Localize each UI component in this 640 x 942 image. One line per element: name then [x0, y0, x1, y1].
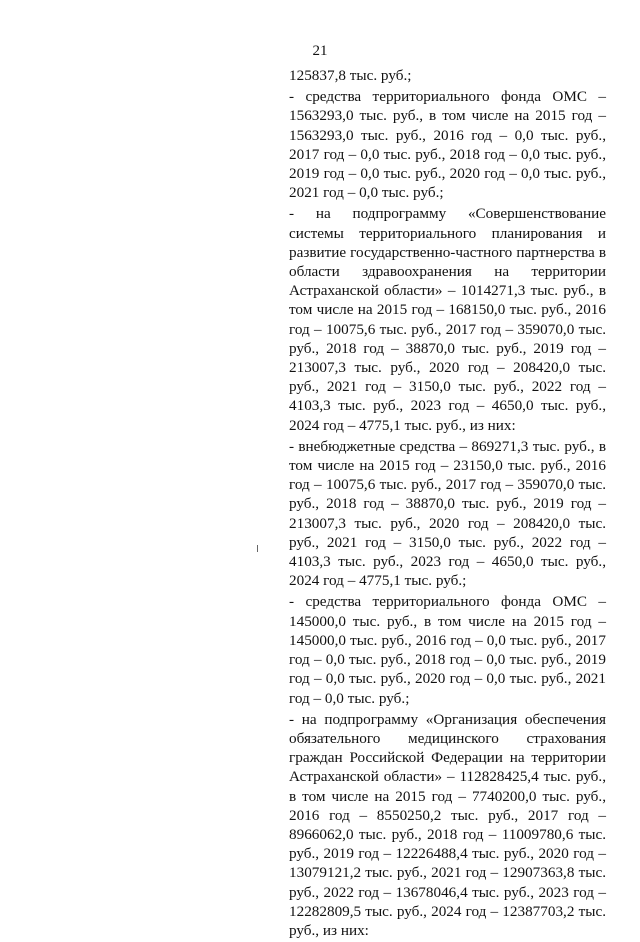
paragraph-extrabudgetary-funds: - внебюджетные средства – 869271,3 тыс. руб., в том числе на 2015 год – 23150,0 тыс. руб., 2016 год – 10075,6 тыс. руб., 2017 год – 359070,0 тыс. руб., 2018 год – 38870,0 тыс. руб., 2019 год – 213007,3 тыс. руб., 2020 год – 208420,0 тыс. руб., 2021 год – 3150,0 тыс. руб., 2022 год – 4103,3 тыс. руб., 2023 год – 4650,0 тыс. руб., 2024 год – 4775,1 тыс. руб.;	[289, 437, 606, 590]
scan-artifact-mark	[257, 545, 258, 552]
paragraph-subprogram-planning: - на подпрограмму «Совершенствование системы территориального планирования и развитие государственно-частного партнерства в области здравоохранения на территории Астраханской области» – 1014271,3 тыс. руб., в том числе на 2015 год – 168150,0 тыс. руб., 2016 год – 10075,6 тыс. руб., 2017 год – 359070,0 тыс. руб., 2018 год – 38870,0 тыс. руб., 2019 год – 213007,3 тыс. руб., 2020 год – 208420,0 тыс. руб., 2021 год – 3150,0 тыс. руб., 2022 год – 4103,3 тыс. руб., 2023 год – 4650,0 тыс. руб., 2024 год – 4775,1 тыс. руб., из них:	[289, 205, 606, 434]
paragraph-oms-funds-2: - средства территориального фонда ОМС – 145000,0 тыс. руб., в том числе на 2015 год – 145000,0 тыс. руб., 2016 год – 0,0 тыс. руб., 2017 год – 0,0 тыс. руб., 2018 год – 0,0 тыс. руб., 2019 год – 0,0 тыс. руб., 2020 год – 0,0 тыс. руб., 2021 год – 0,0 тыс. руб.;	[289, 593, 606, 707]
paragraph-continuation: 125837,8 тыс. руб.;	[289, 67, 412, 84]
paragraph-oms-funds-1: - средства территориального фонда ОМС – 1563293,0 тыс. руб., в том числе на 2015 год – 1563293,0 тыс. руб., 2016 год – 0,0 тыс. руб., 2017 год – 0,0 тыс. руб., 2018 год – 0,0 тыс. руб., 2019 год – 0,0 тыс. руб., 2020 год – 0,0 тыс. руб., 2021 год – 0,0 тыс. руб.;	[289, 88, 606, 202]
paragraph-subprogram-insurance: - на подпрограмму «Организация обеспечения обязательного медицинского страхования граждан Российской Федерации на территории Астраханской области» – 112828425,4 тыс. руб., в том числе на 2015 год – 7740200,0 тыс. руб., 2016 год – 8550250,2 тыс. руб., 2017 год – 8966062,0 тыс. руб., 2018 год – 11009780,6 тыс. руб., 2019 год – 12226488,4 тыс. руб., 2020 год – 13079121,2 тыс. руб., 2021 год – 12907363,8 тыс. руб., 2022 год – 13678046,4 тыс. руб., 2023 год – 12282809,5 тыс. руб., 2024 год – 12387703,2 тыс. руб., из них:	[289, 710, 606, 939]
document-body	[289, 66, 606, 942]
page-number: 21	[312, 43, 328, 59]
